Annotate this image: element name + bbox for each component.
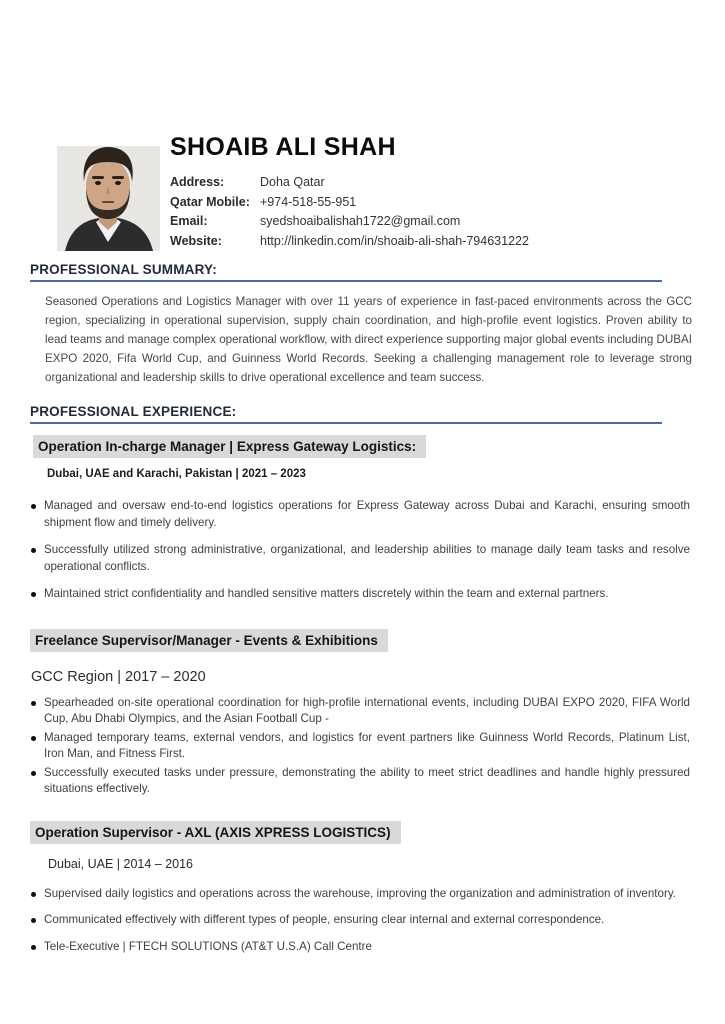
contact-website-value: http://linkedin.com/in/shoaib-ali-shah-794631222 — [260, 233, 529, 248]
summary-heading: PROFESSIONAL SUMMARY: — [30, 262, 217, 277]
portrait-illustration — [57, 138, 160, 251]
identity-block — [170, 131, 692, 251]
job-title: Operation Supervisor - AXL (AXIS XPRESS LOGISTICS) — [30, 821, 401, 844]
contact-value: Doha Qatar — [260, 175, 325, 189]
summary-section — [30, 262, 692, 387]
profile-photo — [57, 138, 160, 251]
job-bullet: Maintained strict confidentiality and handled sensitive matters discretely within the team and external partners. — [30, 586, 690, 603]
contact-label: Qatar Mobile: — [170, 194, 250, 209]
contact-label: Email: — [170, 214, 208, 228]
job-bullet: Supervised daily logistics and operations across the warehouse, improving the organization and administration of inventory. — [30, 886, 690, 903]
resume-header — [30, 131, 692, 251]
job-location-dates: Dubai, UAE and Karachi, Pakistan | 2021 – 2023 — [47, 468, 306, 480]
job-bullet-list — [30, 886, 690, 956]
contact-label: Website: — [170, 233, 222, 248]
job-bullet: Successfully executed tasks under pressure, demonstrating the ability to meet strict deadlines and handle highly pressured situations effectively. — [30, 765, 690, 798]
job-bullet: Managed temporary teams, external vendors, and logistics for event partners like Guinness World Records, Platinum List, Iron Man, and Fitness First. — [30, 730, 690, 763]
job-bullet: Spearheaded on-site operational coordination for high-profile international events, including DUBAI EXPO 2020, FIFA World Cup, Abu Dhabi Olympics, and the Asian Football Cup - — [30, 695, 690, 728]
job-bullet-list — [30, 498, 690, 603]
job-entry — [30, 800, 692, 956]
job-bullet-list — [30, 695, 690, 798]
candidate-name: SHOAIB ALI SHAH — [170, 133, 396, 161]
job-location-dates: GCC Region | 2017 – 2020 — [31, 668, 206, 685]
experience-section — [30, 404, 692, 955]
contact-row-address — [170, 173, 692, 193]
contact-value: +974-518-55-951 — [260, 194, 357, 209]
contact-row-website — [170, 232, 692, 252]
contact-row-email — [170, 212, 692, 232]
contact-row-mobile — [170, 193, 692, 213]
summary-paragraph: Seasoned Operations and Logistics Manager with over 11 years of experience in fast-paced environments across the GCC region, specializing in operational supervision, supply chain coordination, and high-profile event logistics. Proven ability to lead teams and manage complex operational workflow, with direct experience supporting major global events including DUBAI EXPO 2020, Fifa World Cup, and Guinness World Records. Seeking a challenging management role to leverage strong organizational and leadership skills to drive operational excellence and team success. — [45, 295, 692, 384]
contact-label: Address: — [170, 175, 225, 189]
job-title: Operation In-charge Manager | Express Gateway Logistics: — [33, 435, 426, 458]
job-entry — [30, 603, 692, 798]
experience-heading: PROFESSIONAL EXPERIENCE: — [30, 404, 237, 419]
job-location-dates: Dubai, UAE | 2014 – 2016 — [48, 856, 194, 871]
job-entry — [30, 424, 692, 603]
job-bullet: Communicated effectively with different types of people, ensuring clear internal and external correspondence. — [30, 912, 690, 929]
job-bullet: Successfully utilized strong administrative, organizational, and leadership abilities to manage daily team tasks and resolve operational conflicts. — [30, 542, 690, 575]
job-bullet: Managed and oversaw end-to-end logistics operations for Express Gateway across Dubai and Karachi, ensuring smooth shipment flow and timely delivery. — [30, 498, 690, 531]
summary-heading-rule — [30, 280, 662, 282]
job-title: Freelance Supervisor/Manager - Events & Exhibitions — [30, 629, 388, 652]
job-bullet: Tele-Executive | FTECH SOLUTIONS (AT&T U.S.A) Call Centre — [30, 939, 690, 956]
contact-email-value: syedshoaibalishah1722@gmail.com — [260, 214, 461, 228]
